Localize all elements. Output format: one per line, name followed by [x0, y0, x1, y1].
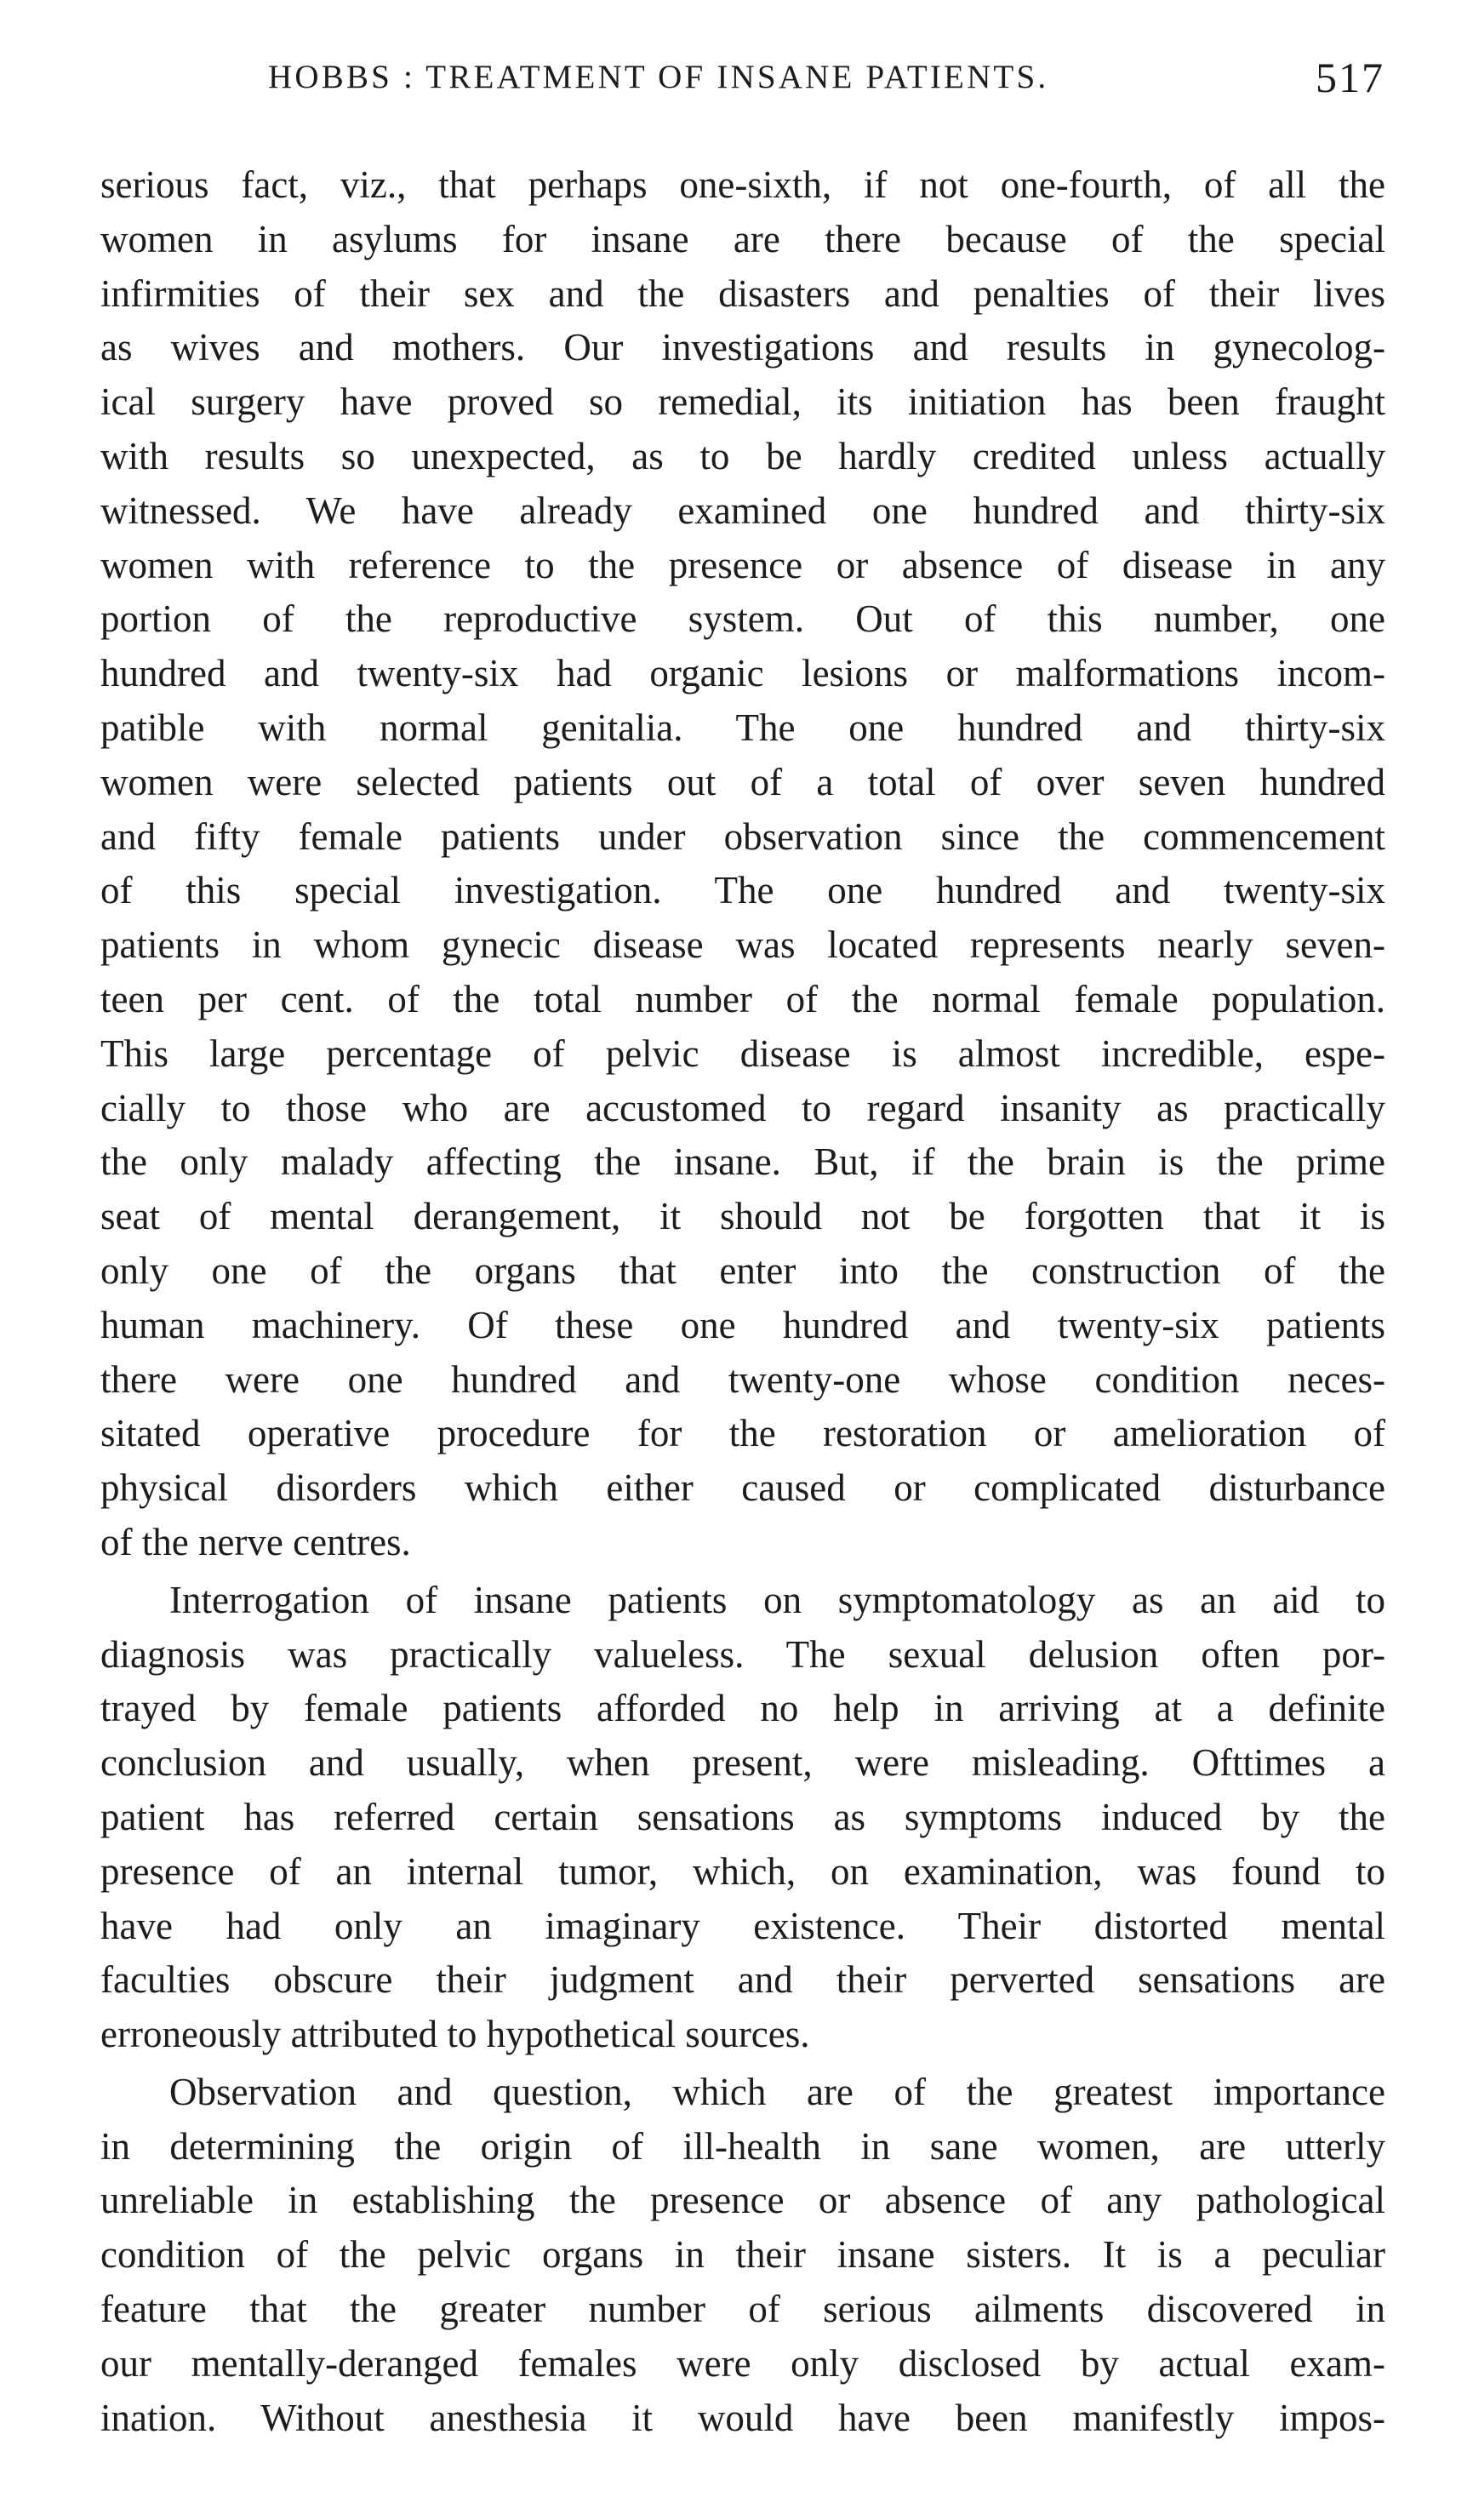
- text-line: erroneously attributed to hypothetical sources.: [100, 2013, 810, 2056]
- running-head: HOBBS : TREATMENT OF INSANE PATIENTS.: [268, 59, 1049, 95]
- page-number: 517: [1316, 54, 1385, 101]
- text-line: there were one hundred and twenty-one whose condition neces-: [100, 1357, 1385, 1401]
- text-line: conclusion and usually, when present, were misleading. Ofttimes a: [100, 1741, 1385, 1785]
- text-line: women with reference to the presence or absence of disease in any: [100, 543, 1385, 586]
- text-line: patible with normal genitalia. The one hundred and thirty-six: [100, 706, 1385, 749]
- text-line: Observation and question, which are of the greatest importance: [169, 2070, 1385, 2113]
- text-line: seat of mental derangement, it should not be forgotten that it is: [100, 1195, 1385, 1238]
- text-line: faculties obscure their judgment and their perverted sensations are: [100, 1958, 1385, 2002]
- text-line: our mentally-deranged females were only disclosed by actual exam-: [100, 2341, 1385, 2385]
- text-line: in determining the origin of ill-health in sane women, are utterly: [100, 2124, 1385, 2168]
- text-line: witnessed. We have already examined one hundred and thirty-six: [100, 489, 1385, 532]
- text-line: feature that the greater number of serious ailments discovered in: [100, 2288, 1385, 2331]
- text-line: with results so unexpected, as to be hardly credited unless actually: [100, 434, 1385, 477]
- body-text: [100, 158, 1385, 2445]
- text-line: hundred and twenty-six had organic lesions or malformations incom-: [100, 652, 1385, 695]
- text-line: patient has referred certain sensations as symptoms induced by the: [100, 1795, 1385, 1838]
- paragraph-3: [100, 2066, 1385, 2446]
- text-line: sitated operative procedure for the restoration or amelioration of: [100, 1412, 1385, 1455]
- text-line: women were selected patients out of a total of over seven hundred: [100, 760, 1385, 803]
- text-line: infirmities of their sex and the disasters and penalties of their lives: [100, 271, 1385, 315]
- text-line: presence of an internal tumor, which, on examination, was found to: [100, 1849, 1385, 1893]
- text-line: physical disorders which either caused or complicated disturbance: [100, 1466, 1385, 1510]
- text-line: condition of the pelvic organs in their insane sisters. It is a peculiar: [100, 2233, 1385, 2277]
- text-line: of this special investigation. The one hundred and twenty-six: [100, 869, 1385, 912]
- text-line: portion of the reproductive system. Out of this number, one: [100, 597, 1385, 641]
- text-line: only one of the organs that enter into the construction of the: [100, 1249, 1385, 1292]
- text-line: human machinery. Of these one hundred and twenty-six patients: [100, 1303, 1385, 1346]
- text-line: the only malady affecting the insane. But, if the brain is the prime: [100, 1140, 1385, 1184]
- text-line: and fifty female patients under observation since the commencement: [100, 814, 1385, 858]
- text-line: This large percentage of pelvic disease is almost incredible, espe-: [100, 1031, 1385, 1075]
- text-line: teen per cent. of the total number of the normal female population.: [100, 977, 1385, 1020]
- text-line: unreliable in establishing the presence or absence of any pathological: [100, 2179, 1385, 2222]
- paragraph-1: [100, 158, 1385, 1570]
- text-line: as wives and mothers. Our investigations and results in gynecolog-: [100, 326, 1385, 369]
- text-line: Interrogation of insane patients on symptomatology as an aid to: [169, 1578, 1385, 1621]
- text-line: of the nerve centres.: [100, 1520, 411, 1563]
- text-line: have had only an imaginary existence. Their distorted mental: [100, 1904, 1385, 1947]
- text-line: ination. Without anesthesia it would have been manifestly impos-: [100, 2396, 1385, 2439]
- text-line: trayed by female patients afforded no help in arriving at a definite: [100, 1687, 1385, 1730]
- page-header: [98, 53, 1400, 129]
- paragraph-2: [100, 1574, 1385, 2062]
- text-line: diagnosis was practically valueless. The sexual delusion often por-: [100, 1632, 1385, 1676]
- text-line: cially to those who are accustomed to regard insanity as practically: [100, 1086, 1385, 1129]
- text-line: patients in whom gynecic disease was located represents nearly seven-: [100, 923, 1385, 967]
- text-line: serious fact, viz., that perhaps one-sixth, if not one-fourth, of all the: [100, 163, 1385, 206]
- text-line: women in asylums for insane are there because of the special: [100, 217, 1385, 260]
- text-line: ical surgery have proved so remedial, its initiation has been fraught: [100, 380, 1385, 424]
